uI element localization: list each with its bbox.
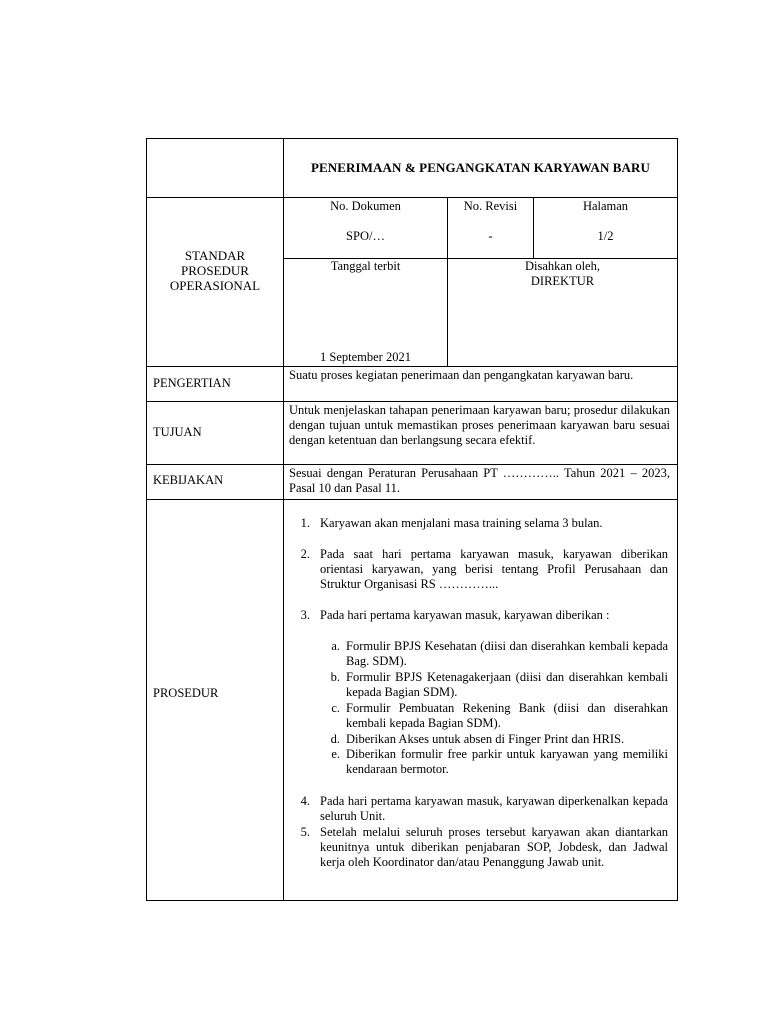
step-number: 2.: [300, 547, 310, 561]
substep-letter: e.: [331, 747, 340, 761]
substep-text: Diberikan Akses untuk absen di Finger Print dan HRIS.: [346, 732, 625, 746]
spo-label-line: OPERASIONAL: [169, 278, 261, 293]
step-text: Pada hari pertama karyawan masuk, karyawan diperkenalkan kepada seluruh Unit.: [320, 794, 668, 823]
prosedur-label: PROSEDUR: [153, 686, 219, 700]
substep-text: Formulir BPJS Kesehatan (diisi dan diserahkan kembali kepada Bag. SDM).: [346, 639, 668, 668]
substep-letter: a.: [331, 639, 340, 653]
no-revisi-label: No. Revisi: [463, 199, 518, 213]
no-dokumen-value: SPO/…: [346, 229, 385, 243]
substep-text: Formulir Pembuatan Rekening Bank (diisi dan diserahkan kembali kepada Bagian SDM).: [346, 701, 668, 730]
step-number: 5.: [300, 825, 310, 839]
step-text: Setelah melalui seluruh proses tersebut karyawan akan diantarkan keunitnya untuk diberikan penjabaran SOP, Jobdesk, dan Jadwal kerja oleh Koordinator dan/atau Penanggung Jawab unit.: [320, 825, 668, 869]
substep-letter: d.: [330, 732, 340, 746]
tujuan-text: Untuk menjelaskan tahapan penerimaan karyawan baru; prosedur dilakukan dengan tujuan untuk memastikan proses penerimaan karyawan baru sesuai dengan ketentuan dan berlangsung secara efektif.: [289, 403, 670, 447]
spo-label: [147, 248, 283, 293]
substep-text: Diberikan formulir free parkir untuk karyawan yang memiliki kendaraan bermotor.: [346, 747, 668, 776]
no-revisi-value: -: [488, 229, 493, 243]
kebijakan-text: Sesuai dengan Peraturan Perusahaan PT ………….. Tahun 2021 – 2023, Pasal 10 dan Pasal 11.: [289, 466, 670, 495]
pengertian-label: PENGERTIAN: [153, 376, 231, 390]
substep-letter: b.: [330, 670, 340, 684]
document-title: PENERIMAAN & PENGANGKATAN KARYAWAN BARU: [310, 160, 651, 175]
tujuan-label: TUJUAN: [153, 425, 202, 439]
substep-letter: c.: [331, 701, 340, 715]
step-text: Pada hari pertama karyawan masuk, karyawan diberikan :: [320, 608, 610, 622]
substep-text: Formulir BPJS Ketenagakerjaan (diisi dan diserahkan kembali kepada Bagian SDM).: [346, 670, 668, 699]
kebijakan-label: KEBIJAKAN: [153, 473, 224, 487]
no-dokumen-label: No. Dokumen: [330, 199, 401, 213]
step-number: 3.: [300, 608, 310, 622]
halaman-label: Halaman: [582, 199, 629, 213]
prosedur-steps: [288, 0, 670, 1024]
step-number: 4.: [300, 794, 310, 808]
pengertian-text: Suatu proses kegiatan penerimaan dan pengangkatan karyawan baru.: [289, 368, 634, 382]
disahkan-oleh-label: Disahkan oleh,: [525, 259, 600, 273]
disahkan-oleh-value: DIREKTUR: [530, 274, 595, 288]
halaman-value: 1/2: [597, 229, 614, 243]
tanggal-terbit-value: 1 September 2021: [320, 350, 411, 364]
spo-label-line: PROSEDUR: [181, 263, 249, 278]
column-divider: [283, 138, 284, 901]
spo-label-line: STANDAR: [184, 248, 246, 263]
step-number: 1.: [300, 516, 310, 530]
step-text: Pada saat hari pertama karyawan masuk, karyawan diberikan orientasi karyawan, yang berisi tentang Profil Perusahaan dan Struktur Organisasi RS …………...: [320, 547, 668, 591]
table-border-right: [677, 138, 678, 901]
tanggal-terbit-label: Tanggal terbit: [330, 259, 401, 273]
step-text: Karyawan akan menjalani masa training selama 3 bulan.: [320, 516, 603, 530]
